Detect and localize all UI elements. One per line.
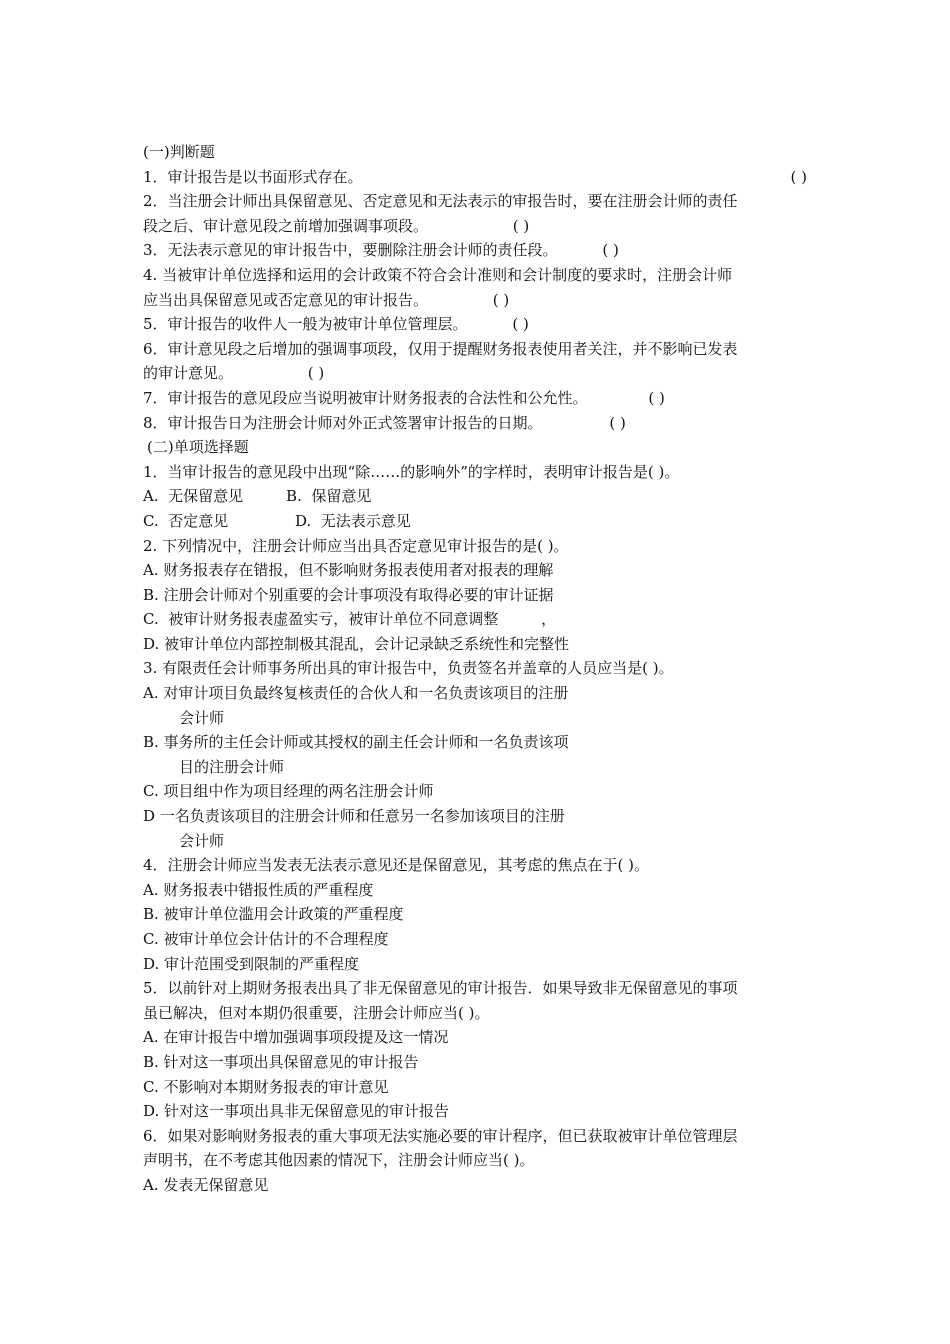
section-title-choice: (二)单项选择题 [147,438,249,457]
document-content [143,140,813,1198]
choice-option: D. 针对这一事项出具非无保留意见的审计报告 [143,1102,450,1121]
choice-option: C. 被审计财务报表虚盈实亏，被审计单位不同意调整 ， [143,610,557,629]
choice-option: A. 在审计报告中增加强调事项段提及这一情况 [143,1028,449,1047]
choice-option: D 一名负责该项目的注册会计师和任意另一名参加该项目的注册 [143,807,565,826]
judge-text: 段之后、审计意见段之前增加强调事项段。 [143,216,429,235]
choice-option-cont: 目的注册会计师 [179,757,285,776]
choice-question-1: 1．当审计报告的意见段中出现“除……的影响外”的字样时，表明审计报告是( )。 [143,462,680,481]
answer-bracket: ( ) [648,388,665,407]
choice-question-4: 4．注册会计师应当发表无法表示意见还是保留意见，其考虑的焦点在于( )。 [143,856,650,875]
choice-option: B. 被审计单位滥用会计政策的严重程度 [143,905,404,924]
choice-question-2: 2. 下列情况中，注册会计师应当出具否定意见审计报告的是( )。 [143,536,569,555]
judge-text: 1．审计报告是以书面形式存在。 [143,167,363,186]
judge-item-2-cont [143,214,813,239]
judge-item-5 [143,312,813,337]
judge-text: 的审计意见。 [143,364,234,383]
judge-item-3 [143,238,813,263]
judge-text: 应当出具保留意见或否定意见的审计报告。 [143,290,429,309]
judge-text: 5．审计报告的收件人一般为被审计单位管理层。 [143,315,468,334]
choice-options-row: C. 否定意见 D. 无法表示意见 [143,511,411,530]
answer-bracket: ( ) [609,413,626,432]
judge-item-4-cont [143,288,813,313]
choice-question-3: 3. 有限责任会计师事务所出具的审计报告中，负责签名并盖章的人员应当是( )。 [143,659,674,678]
choice-question-6: 6．如果对影响财务报表的重大事项无法实施必要的审计程序，但已获取被审计单位管理层 [143,1126,738,1145]
judge-text: 3．无法表示意见的审计报告中，要删除注册会计师的责任段。 [143,241,558,260]
answer-bracket: ( ) [492,290,510,309]
choice-option-cont: 会计师 [179,831,225,850]
choice-question-5-cont: 虽已解决，但对本期仍很重要，注册会计师应当( )。 [143,1003,490,1022]
choice-option: A. 对审计项目负最终复核责任的合伙人和一名负责该项目的注册 [143,684,569,703]
judge-item-7 [143,386,813,411]
judge-item-4: 4. 当被审计单位选择和运用的会计政策不符合会计准则和会计制度的要求时，注册会计师 [143,265,733,284]
judge-item-6: 6．审计意见段之后增加的强调事项段，仅用于提醒财务报表使用者关注，并不影响已发表 [143,339,738,358]
answer-bracket: ( ) [512,315,529,334]
choice-option: B. 针对这一事项出具保留意见的审计报告 [143,1052,419,1071]
choice-option: A. 财务报表中错报性质的严重程度 [143,880,374,899]
choice-option-cont: 会计师 [179,708,225,727]
choice-option: C. 不影响对本期财务报表的审计意见 [143,1077,389,1096]
choice-option: B. 注册会计师对个别重要的会计事项没有取得必要的审计证据 [143,585,554,604]
answer-bracket: ( ) [307,364,325,383]
judge-item-6-cont [143,361,813,386]
choice-option: A. 财务报表存在错报，但不影响财务报表使用者对报表的理解 [143,561,554,580]
choice-question-5: 5．以前针对上期财务报表出具了非无保留意见的审计报告．如果导致非无保留意见的事项 [143,979,738,998]
answer-bracket: ( ) [512,216,530,235]
choice-option: B. 事务所的主任会计师或其授权的副主任会计师和一名负责该项 [143,733,569,752]
judge-text: 7．审计报告的意见段应当说明被审计财务报表的合法性和公允性。 [143,388,588,407]
choice-option: D. 被审计单位内部控制极其混乱，会计记录缺乏系统性和完整性 [143,634,570,653]
choice-option: C. 项目组中作为项目经理的两名注册会计师 [143,782,434,801]
judge-item-2: 2．当注册会计师出具保留意见、否定意见和无法表示的审报告时，要在注册会计师的责任 [143,192,738,211]
judge-item-8 [143,411,813,436]
choice-options-row: A. 无保留意见 B. 保留意见 [143,487,372,506]
answer-bracket: ( ) [602,241,619,260]
section-title-judge: (一)判断题 [143,143,215,161]
choice-option: A. 发表无保留意见 [143,1175,269,1194]
judge-text: 8．审计报告日为注册会计师对外正式签署审计报告的日期。 [143,413,543,432]
answer-bracket: ( ) [790,167,807,186]
choice-question-6-cont: 声明书，在不考虑其他因素的情况下，注册会计师应当( )。 [143,1151,535,1170]
choice-option: C. 被审计单位会计估计的不合理程度 [143,930,389,948]
choice-option: D. 审计范围受到限制的严重程度 [143,954,360,973]
judge-item-1 [143,165,813,190]
